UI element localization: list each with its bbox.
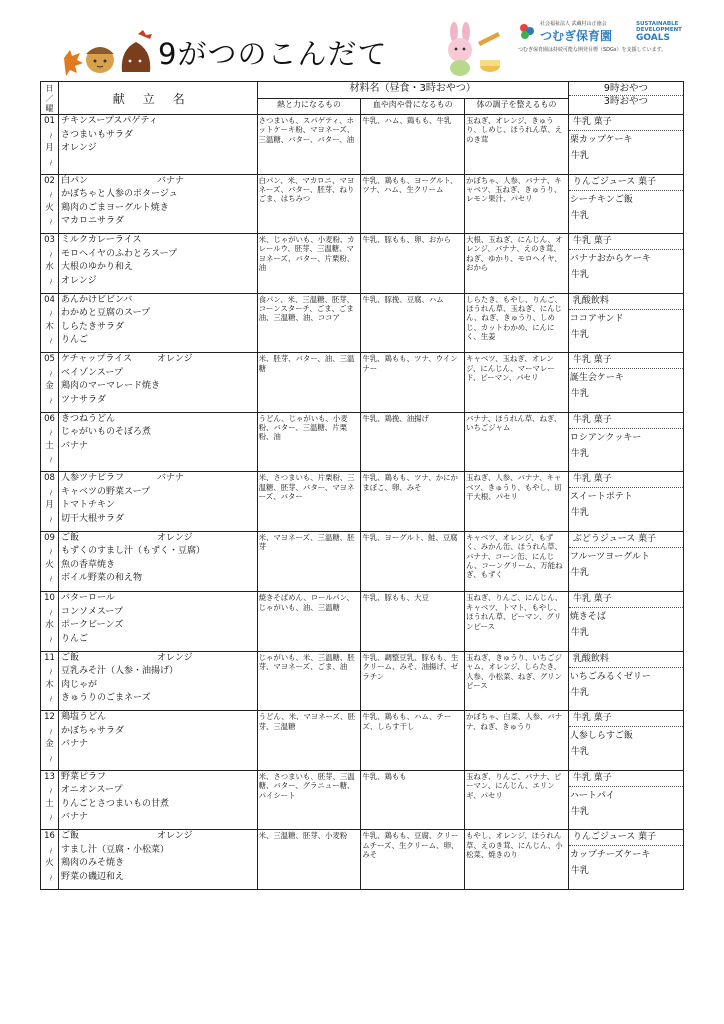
- snack-am: 牛乳 菓子: [569, 472, 683, 488]
- body-ingredients-cell: 牛乳、鶏もも、ツナ、ウインナー: [361, 353, 465, 413]
- snack-cell: [568, 412, 683, 472]
- condition-ingredients-cell: 玉ねぎ、りんご、バナナ、ピーマン、にんじん、エリンギ、パセリ: [465, 770, 569, 830]
- snack-cell: [568, 293, 683, 353]
- dish-name: きつねうどん: [61, 413, 116, 424]
- snack-cell: [568, 531, 683, 592]
- snack-pm: バナナおからケーキ: [569, 254, 651, 265]
- dish-name: コンソメスープ: [61, 606, 123, 617]
- snack-cell: [568, 770, 683, 830]
- dish-name: 魚の香草焼き: [61, 559, 116, 570]
- day-row: [41, 293, 684, 353]
- snack-am: 牛乳 菓子: [569, 353, 683, 369]
- dish-name: ミルクカレーライス: [61, 235, 142, 246]
- body-ingredients-cell: 牛乳、鶏もも、ツナ、かにかまぼこ、卵、みそ: [361, 472, 465, 532]
- day-row: [41, 711, 684, 771]
- fruit-name: オレンジ: [157, 652, 193, 663]
- day-row: [41, 472, 684, 532]
- snack-pm: 栗カップケーキ: [569, 135, 633, 145]
- date-cell: 03 ～ 水 ～: [41, 234, 59, 294]
- menu-cell: [59, 293, 258, 353]
- snack-am: 乳酸飲料: [569, 294, 683, 310]
- date-cell: 16 ～ 火 ～: [41, 830, 59, 890]
- menu-cell: [59, 770, 258, 830]
- menu-cell: [59, 830, 258, 890]
- condition-ingredients-cell: しらたき、もやし、りんご、ほうれん草、玉ねぎ、にんじん、ねぎ、きゅうり、しめじ、カットわかめ、にんにく、生姜: [465, 293, 569, 353]
- energy-ingredients-cell: うどん、じゃがいも、小麦粉、バター、三温糖、片栗粉、油: [257, 412, 361, 472]
- body-ingredients-cell: 牛乳、鶏もも、ハム、チーズ、しらす干し: [361, 711, 465, 771]
- snack-am: 牛乳 菓子: [569, 711, 683, 727]
- date-cell: 06 ～ 土 ～: [41, 412, 59, 472]
- snack-pm: スイートポテト: [569, 492, 633, 503]
- dish-name: ポークビーンズ: [61, 620, 124, 631]
- day-row: [41, 830, 684, 890]
- date-cell: 04 ～ 木 ～: [41, 293, 59, 353]
- snack-drink: 牛乳: [570, 508, 589, 519]
- dish-name: ベイゾンスープ: [61, 367, 123, 378]
- body-ingredients-cell: 牛乳、ハム、鶏もも、牛乳: [361, 115, 465, 175]
- snack-pm: カップチーズケーキ: [569, 850, 651, 861]
- dish-name: 野菜ピラフ: [61, 771, 107, 782]
- energy-ingredients-cell: じゃがいも、米、三温糖、胚芽、マヨネーズ、ごま、油: [257, 651, 361, 711]
- page-title: 9がつのこんだて: [158, 37, 388, 71]
- snack-pm: シーチキンご飯: [569, 194, 633, 205]
- dish-name: キャベツの野菜スープ: [61, 486, 151, 497]
- snack-pm: 人参しらすご飯: [569, 731, 633, 742]
- snack-am: ぶどうジュース 菓子: [569, 532, 683, 548]
- date-cell: 05 ～ 金 ～: [41, 353, 59, 413]
- dish-name: バナナ: [61, 812, 89, 823]
- energy-ingredients-cell: うどん、米、マヨネーズ、胚芽、三温糖: [257, 711, 361, 771]
- dish-name: ツナサラダ: [61, 394, 106, 405]
- dish-name: りんご: [61, 335, 89, 346]
- body-ingredients-cell: 牛乳、豚挽、豆腐、ハム: [361, 293, 465, 353]
- dish-name: マカロニサラダ: [61, 216, 124, 227]
- menu-cell: [59, 711, 258, 771]
- condition-ingredients-cell: かぼちゃ、人参、バナナ、キャベツ、玉ねぎ、きゅうり、レモン果汁、パセリ: [465, 174, 569, 234]
- dish-name: しらたきサラダ: [61, 321, 124, 332]
- snack-drink: 牛乳: [570, 687, 589, 698]
- snack-pm: いちごみるくゼリー: [569, 671, 651, 682]
- dish-name: ご飯 オレンジ: [61, 830, 257, 844]
- body-ingredients-cell: 牛乳、鶏もも: [361, 770, 465, 830]
- day-row: [41, 174, 684, 234]
- date-cell: 02 ～ 火 ～: [41, 174, 59, 234]
- energy-column-header: 熱と力になるもの: [257, 99, 361, 115]
- fruit-name: バナナ: [157, 473, 185, 484]
- energy-ingredients-cell: 白パン、米、マカロニ、マヨネーズ、バター、胚芽、ねりごま、はちみつ: [257, 174, 361, 234]
- dish-name: 鶏肉のみそ焼き: [61, 858, 125, 869]
- menu-column-header: 献立名: [59, 82, 258, 115]
- snack-pm: ココアサンド: [569, 313, 624, 324]
- menu-cell: [59, 174, 258, 234]
- dish-name: りんごとさつまいもの甘煮: [61, 798, 170, 809]
- dish-name: じゃがいものそぼろ煮: [61, 427, 152, 438]
- dish-name: バナナ: [61, 440, 89, 451]
- energy-ingredients-cell: 米、さつまいも、胚芽、三温糖、バター、グラニュー糖、パイシート: [257, 770, 361, 830]
- body-column-header: 血や肉や骨になるもの: [361, 99, 465, 115]
- condition-ingredients-cell: 玉ねぎ、人参、バナナ、キャベツ、きゅうり、もやし、切干大根、パセリ: [465, 472, 569, 532]
- day-row: [41, 234, 684, 294]
- snack-cell: [568, 174, 683, 234]
- rabbit-decoration-icon: [438, 22, 504, 78]
- dish-name: もずくのすまし汁（もずく・豆腐）: [61, 546, 206, 557]
- dish-name: 鶏肉のごまヨーグルト焼き: [61, 202, 169, 213]
- snack-pm: フルーツヨーグルト: [569, 551, 650, 562]
- snack-column-header: 9時おやつ 3時おやつ: [568, 82, 683, 115]
- snack-am: りんごジュース 菓子: [569, 175, 683, 191]
- dish-name: きゅうりのごまネーズ: [61, 693, 151, 704]
- body-ingredients-cell: 牛乳、鶏もも、ヨーグルト、ツナ、ハム、生クリーム: [361, 174, 465, 234]
- dish-name: さつまいもサラダ: [61, 129, 133, 140]
- energy-ingredients-cell: 食パン、米、三温糖、胚芽、コーンスターチ、ごま、ごま油、三温糖、油、ココア: [257, 293, 361, 353]
- day-row: [41, 353, 684, 413]
- snack-cell: [568, 353, 683, 413]
- dish-name: かぼちゃサラダ: [61, 725, 124, 736]
- menu-cell: [59, 592, 258, 652]
- snack-cell: [568, 651, 683, 711]
- dish-name: 切干大根サラダ: [61, 513, 124, 524]
- snack-cell: [568, 830, 683, 890]
- snack-am: 牛乳 菓子: [569, 115, 683, 131]
- snack-drink: 牛乳: [570, 448, 589, 459]
- fruit-name: バナナ: [157, 175, 185, 186]
- dish-name: 人参ツナピラフ バナナ: [61, 472, 257, 486]
- menu-cell: [59, 353, 258, 413]
- sdgs-logo: SUSTAINABLE DEVELOPMENT GOALS: [636, 21, 682, 43]
- condition-ingredients-cell: キャベツ、オレンジ、もずく、みかん缶、ほうれん草、バナナ、コーン缶、にんじん、コーングリーム、万能ねぎ、もずく: [465, 531, 569, 592]
- dish-name: あんかけビビンバ: [61, 294, 133, 305]
- menu-cell: [59, 234, 258, 294]
- snack-pm: 誕生会ケーキ: [569, 373, 624, 384]
- date-cell: 11 ～ 木 ～: [41, 651, 59, 711]
- dish-name: かぼちゃと人参のポタージュ: [61, 189, 178, 200]
- day-row: [41, 412, 684, 472]
- snack-drink: 牛乳: [570, 389, 589, 400]
- snack-drink: 牛乳: [570, 866, 589, 877]
- dish-name: オレンジ: [61, 275, 97, 286]
- snack-cell: [568, 115, 683, 175]
- dish-name: 肉じゃが: [61, 679, 98, 690]
- condition-ingredients-cell: 玉ねぎ、きゅうり、いちごジャム、オレンジ、しらたき、人参、小松菜、ねぎ、グリンピース: [465, 651, 569, 711]
- date-cell: 09 ～ 火 ～: [41, 531, 59, 592]
- date-cell: 01 ～ 月 ～: [41, 115, 59, 175]
- condition-ingredients-cell: 玉ねぎ、りんご、にんじん、キャベツ、トマト、もやし、ほうれん草、ピーマン、グリンピース: [465, 592, 569, 652]
- dish-name: バターロール: [61, 593, 115, 604]
- body-ingredients-cell: 牛乳、鶏もも、豆腐、クリームチーズ、生クリーム、卵、みそ: [361, 830, 465, 890]
- snack-drink: 牛乳: [570, 747, 589, 758]
- date-cell: 10 ～ 水 ～: [41, 592, 59, 652]
- energy-ingredients-cell: 米、三温糖、胚芽、小麦粉: [257, 830, 361, 890]
- dish-name: 白パン バナナ: [61, 175, 257, 189]
- menu-cell: [59, 472, 258, 532]
- autumn-decoration-icon: [60, 28, 158, 78]
- dish-name: ボイル野菜の和え物: [61, 573, 143, 584]
- energy-ingredients-cell: 米、さつまいも、片栗粉、三温糖、胚芽、バター、マヨネーズ、バター: [257, 472, 361, 532]
- energy-ingredients-cell: 米、マヨネーズ、三温糖、胚芽: [257, 531, 361, 592]
- dish-name: ケチャップライス オレンジ: [61, 353, 257, 367]
- day-row: [41, 592, 684, 652]
- snack-cell: [568, 472, 683, 532]
- org-parent-name: 社会福祉法人 武蔵村山正徳会: [540, 21, 607, 27]
- energy-ingredients-cell: さつまいも、スパゲティ、ホットケーキ粉、マヨネーズ、三温糖、バター、バター、油: [257, 115, 361, 175]
- snack-drink: 牛乳: [570, 628, 589, 639]
- snack-am: 牛乳 菓子: [569, 592, 683, 608]
- dish-name: ご飯 オレンジ: [61, 652, 257, 666]
- condition-ingredients-cell: 大根、玉ねぎ、にんじん、オレンジ、バナナ、えのき茸、ねぎ、ゆかり、モロヘイヤ、おから: [465, 234, 569, 294]
- ingredients-column-header: 材料名（昼食・3時おやつ）: [257, 82, 568, 99]
- snack-drink: 牛乳: [570, 329, 589, 340]
- dish-name: オニオンスープ: [61, 785, 123, 796]
- day-row: [41, 651, 684, 711]
- day-row: [41, 770, 684, 830]
- snack-am: 牛乳 菓子: [569, 413, 683, 429]
- menu-cell: [59, 115, 258, 175]
- dish-name: 豆乳みそ汁（人参・油揚げ）: [61, 666, 179, 677]
- snack-am: 乳酸飲料: [569, 652, 683, 668]
- snack-drink: 牛乳: [570, 567, 589, 578]
- menu-cell: [59, 651, 258, 711]
- snack-cell: [568, 711, 683, 771]
- dish-name: りんご: [61, 633, 89, 644]
- fruit-name: オレンジ: [157, 532, 193, 543]
- fruit-name: オレンジ: [157, 831, 193, 842]
- dish-name: 鶏肉のマーマレード焼き: [61, 381, 161, 392]
- date-cell: 08 ～ 月 ～: [41, 472, 59, 532]
- day-row: [41, 531, 684, 592]
- condition-ingredients-cell: もやし、オレンジ、ほうれん草、えのき茸、にんじん、小松菜、焼きのり: [465, 830, 569, 890]
- dish-name: 野菜の磯辺和え: [61, 871, 125, 882]
- snack-drink: 牛乳: [570, 270, 589, 281]
- snack-am: りんごジュース 菓子: [569, 830, 683, 846]
- tsumugi-logo-icon: [518, 22, 536, 40]
- energy-ingredients-cell: 米、じゃがいも、小麦粉、カレールウ、胚芽、三温糖、マヨネーズ、バター、片栗粉、油: [257, 234, 361, 294]
- dish-name: 鶏塩うどん: [61, 712, 107, 723]
- condition-ingredients-cell: バナナ、ほうれん草、ねぎ、いちごジャム: [465, 412, 569, 472]
- org-sdgs-note: つむぎ保育園は持続可能な開発目標（SDGs）を支援しています。: [518, 47, 667, 53]
- energy-ingredients-cell: 焼きそばめん、ロールパン、じゃがいも、油、三温糖: [257, 592, 361, 652]
- body-ingredients-cell: 牛乳、調整豆乳、豚もも、生クリーム、みそ、油揚げ、ゼラチン: [361, 651, 465, 711]
- page-header: [40, 18, 690, 80]
- energy-ingredients-cell: 米、胚芽、バター、油、三温糖: [257, 353, 361, 413]
- dish-name: わかめと豆腐のスープ: [61, 308, 151, 319]
- condition-ingredients-cell: かぼちゃ、白菜、人参、バナナ、ねぎ、きゅうり: [465, 711, 569, 771]
- condition-ingredients-cell: キャベツ、玉ねぎ、オレンジ、にんじん、マーマレード、ピーマン、パセリ: [465, 353, 569, 413]
- dish-name: ご飯 オレンジ: [61, 532, 257, 546]
- snack-pm: ロシアンクッキー: [569, 432, 642, 443]
- dish-name: 大根のゆかり和え: [61, 262, 134, 273]
- snack-drink: 牛乳: [570, 210, 589, 221]
- day-row: [41, 115, 684, 175]
- body-ingredients-cell: 牛乳、豚もも、卵、おから: [361, 234, 465, 294]
- dish-name: オレンジ: [61, 143, 97, 153]
- dish-name: モロヘイヤのふわとろスープ: [61, 248, 178, 259]
- snack-cell: [568, 234, 683, 294]
- date-cell: 13 ～ 土 ～: [41, 770, 59, 830]
- date-cell: 12 ～ 金 ～: [41, 711, 59, 771]
- snack-drink: 牛乳: [570, 806, 589, 817]
- menu-cell: [59, 412, 258, 472]
- snack-drink: 牛乳: [570, 151, 589, 161]
- snack-am: 牛乳 菓子: [569, 771, 683, 787]
- dish-name: トマトチキン: [61, 500, 115, 511]
- snack-am: 牛乳 菓子: [569, 234, 683, 250]
- menu-cell: [59, 531, 258, 592]
- condition-column-header: 体の調子を整えるもの: [465, 99, 569, 115]
- org-name: つむぎ保育園: [540, 29, 613, 43]
- dish-name: バナナ: [61, 739, 89, 750]
- dish-name: チキンスープスパゲティ: [61, 116, 158, 126]
- body-ingredients-cell: 牛乳、豚もも、大豆: [361, 592, 465, 652]
- fruit-name: オレンジ: [157, 354, 193, 365]
- body-ingredients-cell: 牛乳、鶏挽、油揚げ: [361, 412, 465, 472]
- day-column-header: 日 ／ 曜: [41, 82, 59, 115]
- body-ingredients-cell: 牛乳、ヨーグルト、鮭、豆腐: [361, 531, 465, 592]
- organization-logo: [518, 20, 698, 64]
- snack-pm: 焼きそば: [569, 612, 606, 623]
- condition-ingredients-cell: 玉ねぎ、オレンジ、きゅうり、しめじ、ほうれん草、えのき茸: [465, 115, 569, 175]
- dish-name: すまし汁（豆腐・小松菜）: [61, 844, 170, 855]
- snack-cell: [568, 592, 683, 652]
- menu-table: [40, 81, 684, 890]
- snack-pm: ハートパイ: [569, 790, 615, 801]
